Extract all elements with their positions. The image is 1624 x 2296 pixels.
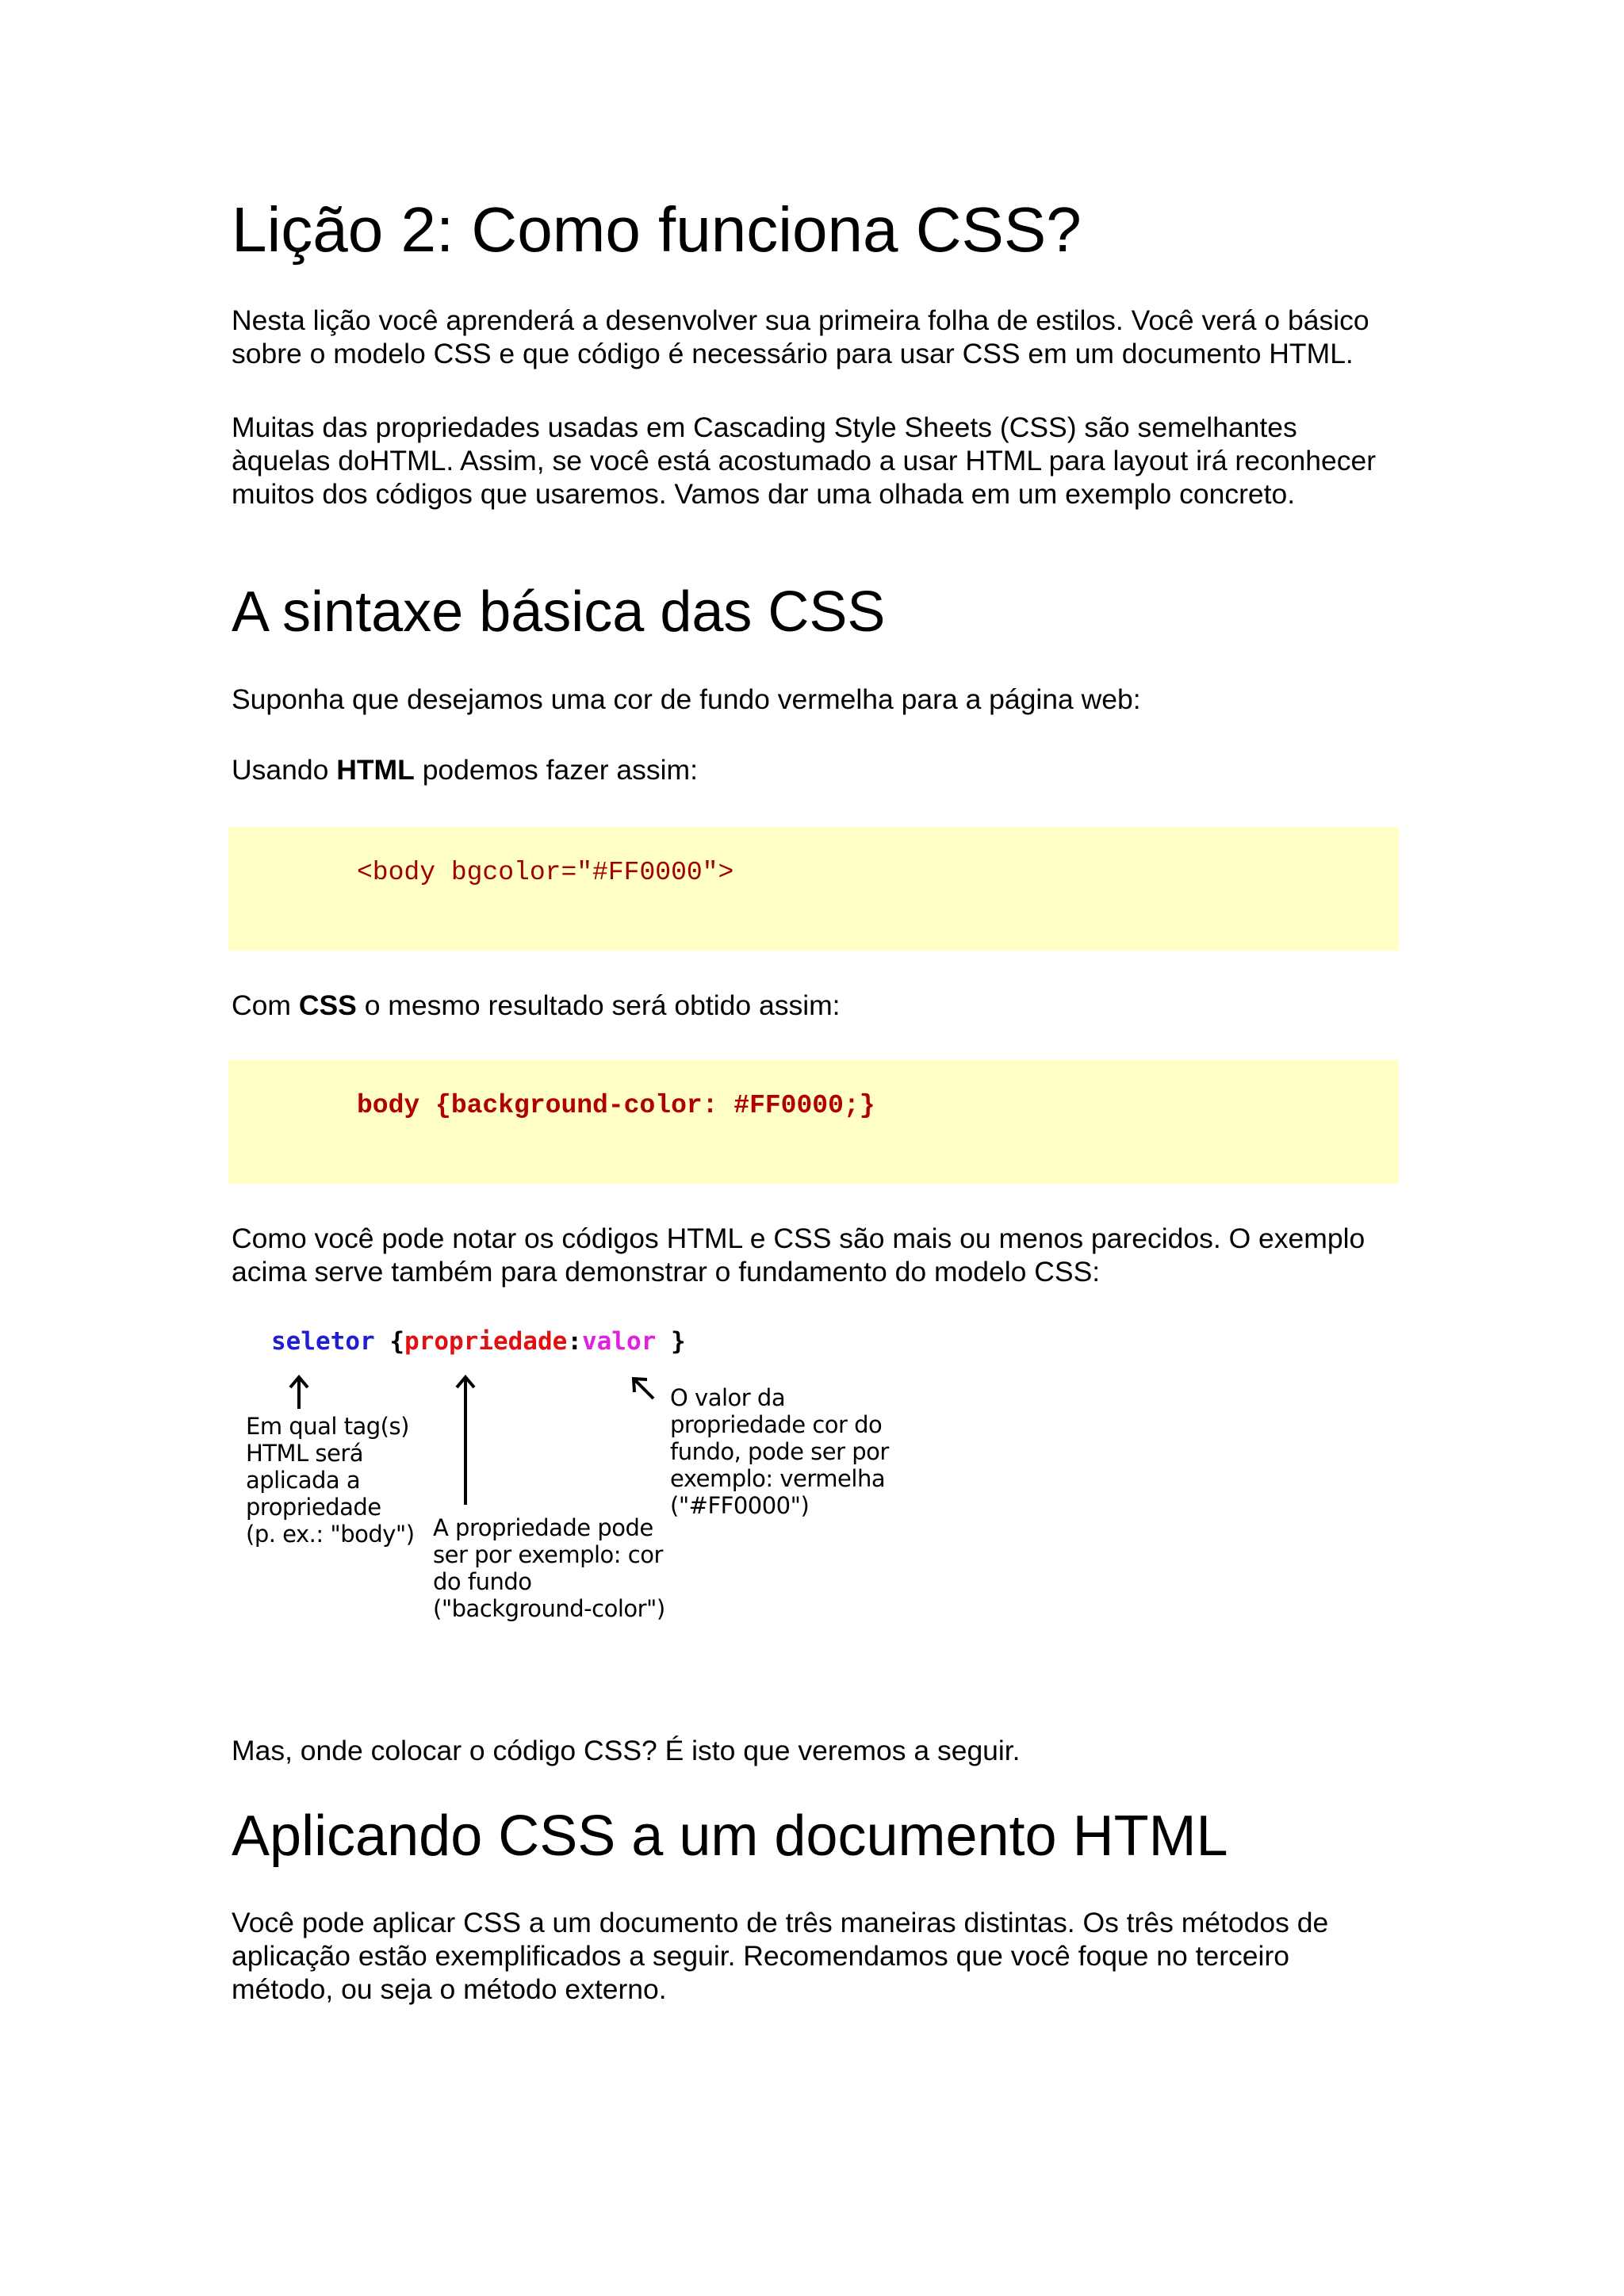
intro-paragraph-2: Muitas das propriedades usadas em Cascading Style Sheets (CSS) são semelhantes àquelas doHTML. Assim, se você está acostumado a usar HTML para layout irá reconhecer muitos dos códigos que usaremos. Vamos dar uma olhada em um exemplo concreto. (232, 411, 1377, 510)
selector-note: Em qual tag(s) HTML será aplicada a propriedade (p. ex.: "body") (246, 1413, 415, 1548)
section-heading-syntax: A sintaxe básica das CSS (232, 580, 886, 644)
selector-label: seletor (271, 1327, 375, 1356)
paragraph-where-css: Mas, onde colocar o código CSS? É isto que veremos a seguir. (232, 1735, 1021, 1766)
property-note: A propriedade pode ser por exemplo: cor do fundo ("background-color") (433, 1514, 665, 1622)
close-brace: } (670, 1327, 686, 1356)
value-arrow-icon (634, 1380, 653, 1399)
value-label: valor (581, 1327, 657, 1356)
paragraph-three-methods: Você pode aplicar CSS a um documento de três maneiras distintas. Os três métodos de aplicação estão exemplificados a seguir. Recomendamos que você foque no terceiro método, ou seja o método externo. (232, 1907, 1329, 2005)
property-label: propriedade (404, 1327, 568, 1356)
open-brace: { (389, 1327, 404, 1356)
css-syntax-diagram (246, 1316, 928, 1649)
value-note: O valor da propriedade cor do fundo, pode ser por exemplo: vermelha ("#FF0000") (670, 1384, 889, 1519)
paragraph-using-html: Usando HTML podemos fazer assim: (232, 754, 698, 786)
code-block-html (228, 827, 1399, 951)
intro-paragraph-1: Nesta lição você aprenderá a desenvolver sua primeira folha de estilos. Você verá o básico sobre o modelo CSS e que código é necessário para usar CSS em um documento HTML. (232, 304, 1369, 369)
paragraph-css-model: Como você pode notar os códigos HTML e CSS são mais ou menos parecidos. O exemplo acima serve também para demonstrar o fundamento do modelo CSS: (232, 1223, 1365, 1288)
section-heading-applying: Aplicando CSS a um documento HTML (232, 1804, 1228, 1868)
paragraph-red-background: Suponha que desejamos uma cor de fundo vermelha para a página web: (232, 683, 1141, 715)
code-css: body {background-color: #FF0000;} (357, 1091, 875, 1120)
paragraph-with-css: Com CSS o mesmo resultado será obtido assim: (232, 989, 841, 1021)
page-title: Lição 2: Como funciona CSS? (232, 194, 1082, 265)
code-html: <body bgcolor="#FF0000"> (357, 858, 734, 887)
code-block-css (228, 1060, 1399, 1184)
colon: : (567, 1327, 582, 1356)
